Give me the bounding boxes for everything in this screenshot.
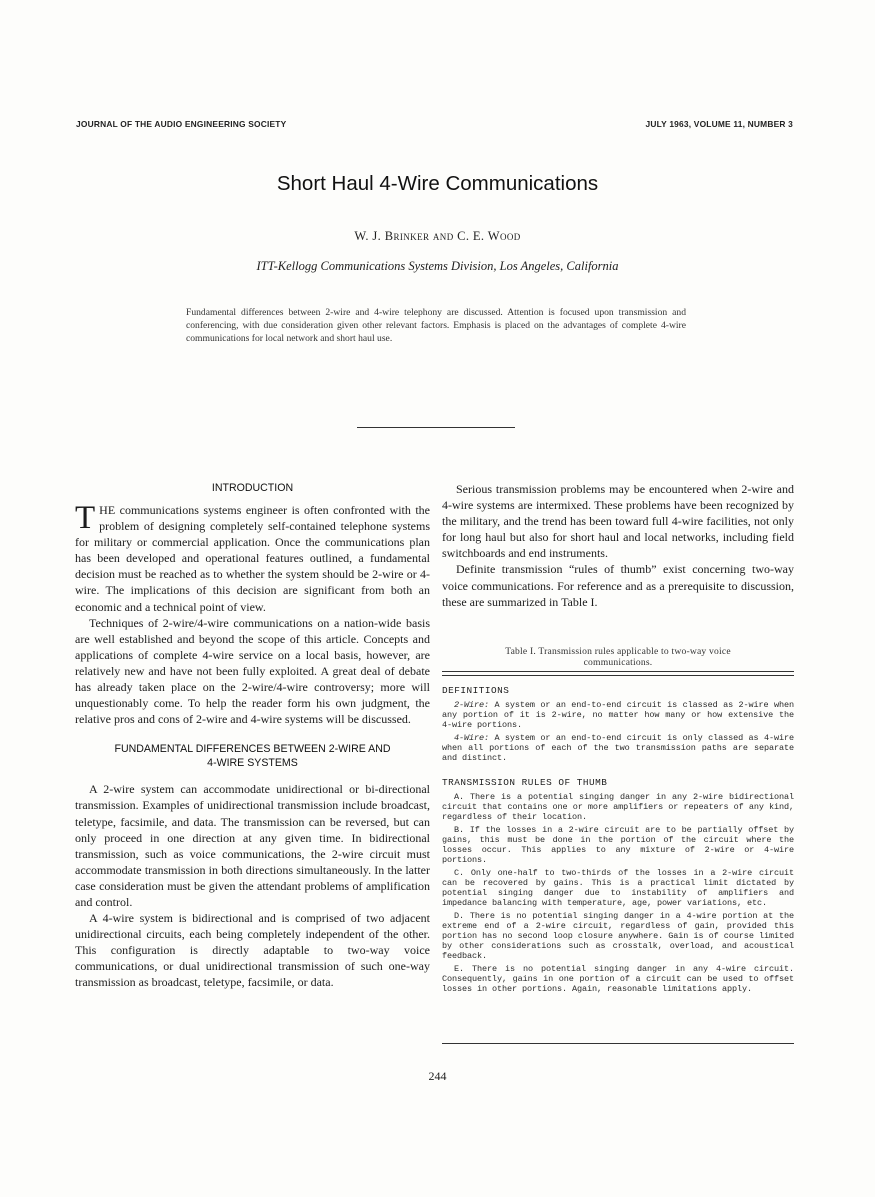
differences-heading-line-2: 4-WIRE SYSTEMS: [207, 757, 298, 770]
definition-term: 4-Wire:: [454, 733, 490, 743]
journal-running-head: JOURNAL OF THE AUDIO ENGINEERING SOCIETY: [76, 119, 287, 129]
article-abstract: Fundamental differences between 2-wire and 4-wire telephony are discussed. Attention is focused upon transmission and conferencing, with due consideration given other relevant factors. Emphasis is placed on the advantages of complete 4-wire communications for local network and short haul use.: [186, 307, 686, 344]
definitions-heading: DEFINITIONS: [442, 685, 510, 696]
rule-d: D. There is no potential singing danger in a 4-wire portion at the extreme end of a 2-wire circuit, regardless of gain, provided this portion has no second loop closure anywhere. Gain is of course limited by other considerations such as crosstalk, overload, and acoustical feedback.: [442, 911, 794, 961]
right-column: [442, 481, 794, 610]
table-caption: [442, 646, 794, 668]
page-number: 244: [428, 1069, 447, 1083]
differences-heading: [75, 742, 430, 770]
table-caption-line-2: communications.: [583, 657, 653, 668]
drop-cap: T: [75, 500, 96, 536]
rule-b: B. If the losses in a 2-wire circuit are to be partially offset by gains, this must be done in the portion of the circuit where the losses occur. This applies to any mixture of 2-wire or 4-wire portions.: [442, 825, 794, 865]
rule-a: A. There is a potential singing danger in any 2-wire bidirectional circuit that contains one or more amplifiers or repeaters of any kind, regardless of their location.: [442, 792, 794, 822]
table-top-rule-double: [442, 675, 794, 676]
definition-term: 2-Wire:: [454, 700, 490, 710]
article-title: Short Haul 4-Wire Communications: [276, 172, 599, 195]
issue-running-head: JULY 1963, VOLUME 11, NUMBER 3: [645, 119, 793, 129]
article-authors: W. J. Brinker and C. E. Wood: [354, 229, 521, 243]
introduction-heading: INTRODUCTION: [211, 482, 294, 494]
right-paragraph-1: Serious transmission problems may be encountered when 2-wire and 4-wire systems are intermixed. These problems have been recognized by the military, and the trend has been toward full 4-wire facilities, not only for long haul but also for short haul and local networks, including field switchboards and end instruments.: [442, 482, 794, 561]
definition-text: A system or an end-to-end circuit is only classed as 4-wire when all portions of each of the two transmission paths are separate and distinct.: [442, 733, 794, 763]
definition-text: A system or an end-to-end circuit is classed as 2-wire when any portion of it is 2-wire, no matter how many or how extensive the 4-wire portions.: [442, 700, 794, 730]
differences-heading-line-1: FUNDAMENTAL DIFFERENCES BETWEEN 2-WIRE AND: [114, 743, 391, 756]
definition-4-wire: [442, 733, 794, 763]
definition-2-wire: [442, 700, 794, 730]
left-column: [75, 481, 430, 991]
introduction-paragraph-1: [75, 502, 430, 615]
rule-c: C. Only one-half to two-thirds of the losses in a 2-wire circuit can be recovered by gains. This is a practical limit dictated by potential singing danger due to instability of amplifiers and impedance balancing with temperature, age, power variations, etc.: [442, 868, 794, 908]
table-bottom-rule: [442, 1043, 794, 1044]
introduction-paragraph-1-text: HE communications systems engineer is often confronted with the problem of designing completely self-contained telephone systems for military or commercial application. Once the communications plan has been developed and operational features outlined, a fundamental decision must be reached as to whether the system should be 2-wire or 4-wire. The implications of this decision are significant from both an economic and a technical point of view.: [75, 503, 430, 614]
title-divider: [357, 427, 515, 428]
table-top-rule: [442, 671, 794, 672]
table-body: [442, 685, 794, 994]
author-affiliation: ITT-Kellogg Communications Systems Division, Los Angeles, California: [256, 259, 619, 273]
rule-e: E. There is no potential singing danger in any 4-wire circuit. Consequently, gains in one portion of a circuit can be used to offset losses in other portions. Again, reasonable limitations apply.: [442, 964, 794, 994]
differences-paragraph-1: A 2-wire system can accommodate unidirectional or bi-directional transmission. Examples of unidirectional transmission include broadcast, teletype, facsimile, and data. The transmission can be reversed, but can only proceed in one direction at any given time. In bidirectional transmission, such as voice communications, the 2-wire circuit must accommodate transmission in both directions simultaneously. In the latter case consideration must be given the attendant problems of amplification and control.: [75, 782, 430, 909]
differences-paragraph-2: A 4-wire system is bidirectional and is comprised of two adjacent unidirectional circuits, each being completely independent of the other. This configuration is directly adaptable to two-way voice communications, or dual unidirectional transmission of such one-way transmission as broadcast, teletype, facsimile, or data.: [75, 911, 430, 990]
rules-heading: TRANSMISSION RULES OF THUMB: [442, 777, 608, 788]
introduction-paragraph-2: Techniques of 2-wire/4-wire communications on a nation-wide basis are well established and beyond the scope of this article. Concepts and applications of complete 4-wire service on a local basis, however, are relatively new and have not been fully exploited. A great deal of debate has already taken place on the 2-wire/4-wire controversy; more will unquestionably come. To help the reader form his own judgment, the relative pros and cons of 2-wire and 4-wire systems will be discussed.: [75, 615, 430, 727]
table-caption-line-1: Table I. Transmission rules applicable to two-way voice: [505, 646, 731, 657]
right-paragraph-2: Definite transmission “rules of thumb” exist concerning two-way voice communications. For reference and as a prerequisite to discussion, these are summarized in Table I.: [442, 562, 794, 609]
